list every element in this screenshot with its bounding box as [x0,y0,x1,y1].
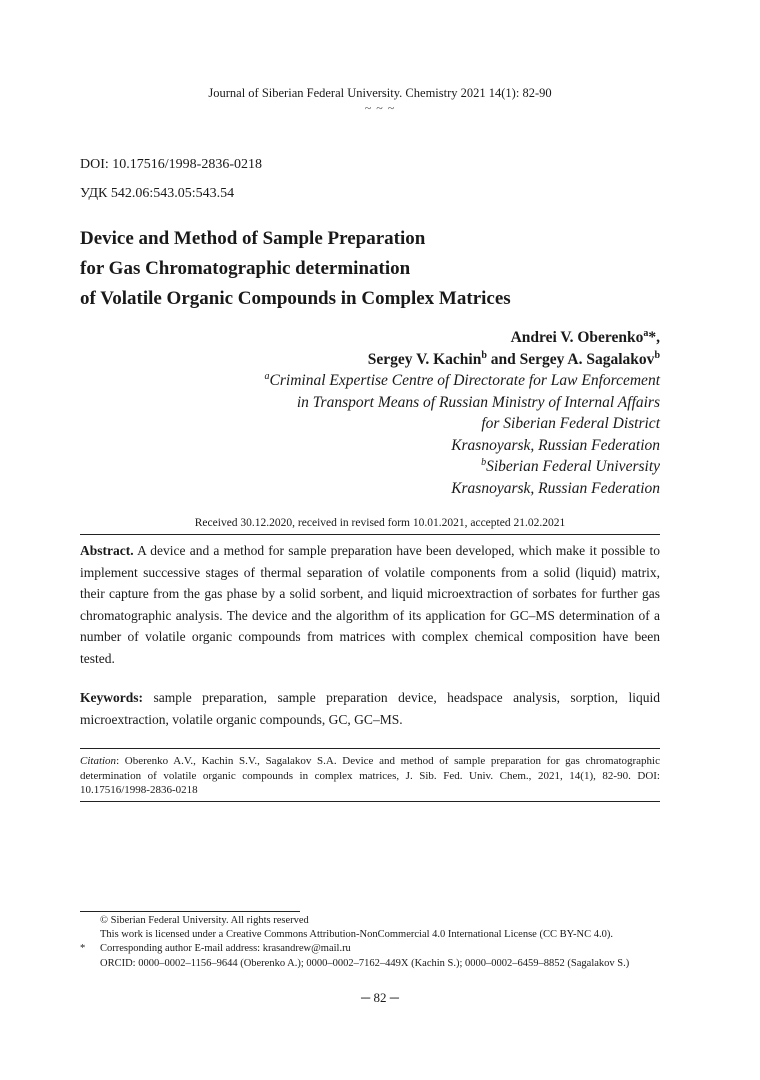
footnote [80,914,660,928]
divider [80,801,660,802]
affiliations [265,370,660,499]
author-line [368,327,660,349]
author-name: Sergey V. Kachin [367,351,482,368]
keywords [80,687,660,730]
affiliation-text: Criminal Expertise Centre of Directorate for Law Enforcement [269,372,660,389]
affiliation-line [265,456,660,478]
divider [80,534,660,535]
affiliation-line: for Siberian Federal District [481,415,660,432]
author-name: Andrei V. Oberenko [510,329,644,346]
citation-text: : Oberenko A.V., Kachin S.V., Sagalakov S.A. Device and method of sample preparation for gas chromatographic determination of volatile organic compounds in complex matrices, J. Sib. Fed. Univ. Chem., 2021, 14(1), 82-90. DOI: 10.17516/1998-2836-0218 [80,755,660,796]
title-line: for Gas Chromatographic determination [80,258,411,279]
author-affil-sup: a [643,327,649,339]
page-number: ─ 82 ─ [361,990,399,1005]
footnote-rule [80,911,300,912]
affiliation-sup: b [481,456,487,468]
footnotes [80,914,660,971]
journal-header: Journal of Siberian Federal University. Chemistry 2021 14(1): 82-90 [208,86,552,100]
corresponding-mark: *, [648,329,660,346]
affiliation-line: Krasnoyarsk, Russian Federation [451,436,660,454]
received-dates: Received 30.12.2020, received in revised form 10.01.2021, accepted 21.02.2021 [194,517,566,529]
citation [80,754,660,798]
affiliation-line: in Transport Means of Russian Ministry of Internal Affairs [296,393,660,411]
corresponding-author-note: Corresponding author E-mail address: krasandrew@mail.ru [100,943,351,955]
abstract-label: Abstract. [80,543,134,558]
abstract [80,540,660,669]
title-line: Device and Method of Sample Preparation [80,228,426,249]
header-ornament: ~ ~ ~ [364,101,396,115]
author-affil-sup: b [654,349,660,361]
affiliation-sup: a [264,370,270,382]
citation-label: Citation [80,755,117,767]
author-affil-sup: b [481,349,487,361]
affiliation-text: Siberian Federal University [486,458,660,475]
udk-code: УДК 542.06:543.05:543.54 [80,186,235,201]
author-separator: and [486,351,520,368]
footnote [80,957,660,971]
copyright-note: © Siberian Federal University. All rights reserved [100,915,309,926]
affiliation-line [265,370,660,392]
author-name: Sergey A. Sagalakov [519,351,655,368]
title-line: of Volatile Organic Compounds in Complex Matrices [80,288,511,309]
keywords-label: Keywords: [80,690,143,705]
footnote [80,942,660,956]
footnote [80,928,660,942]
author-list [368,327,660,371]
footnote-mark: * [80,943,86,955]
paper-title [80,224,640,314]
keywords-text: sample preparation, sample preparation device, headspace analysis, sorption, liquid microextraction, volatile organic compounds, GC, GC–MS. [80,690,660,727]
author-line [368,349,660,371]
abstract-text: A device and a method for sample preparation have been developed, which make it possible to implement successive stages of thermal separation of volatile components from a solid (liquid) matrix, their capture from the gas phase by a solid sorbent, and liquid microextraction of sorbates for further gas chromatographic analysis. The device and the algorithm of its application for GC–MS determination of a number of volatile organic compounds from matrices with complex chemical composition have been tested. [80,543,660,666]
orcid-note: ORCID: 0000–0002–1156–9644 (Oberenko A.); 0000–0002–7162–449X (Kachin S.); 0000–0002–6459–8852 (Sagalakov S.) [100,957,630,969]
doi: DOI: 10.17516/1998-2836-0218 [80,157,262,172]
affiliation-line: Krasnoyarsk, Russian Federation [451,479,660,497]
divider [80,748,660,749]
license-note: This work is licensed under a Creative Commons Attribution-NonCommercial 4.0 International License (CC BY-NC 4.0). [100,929,613,941]
